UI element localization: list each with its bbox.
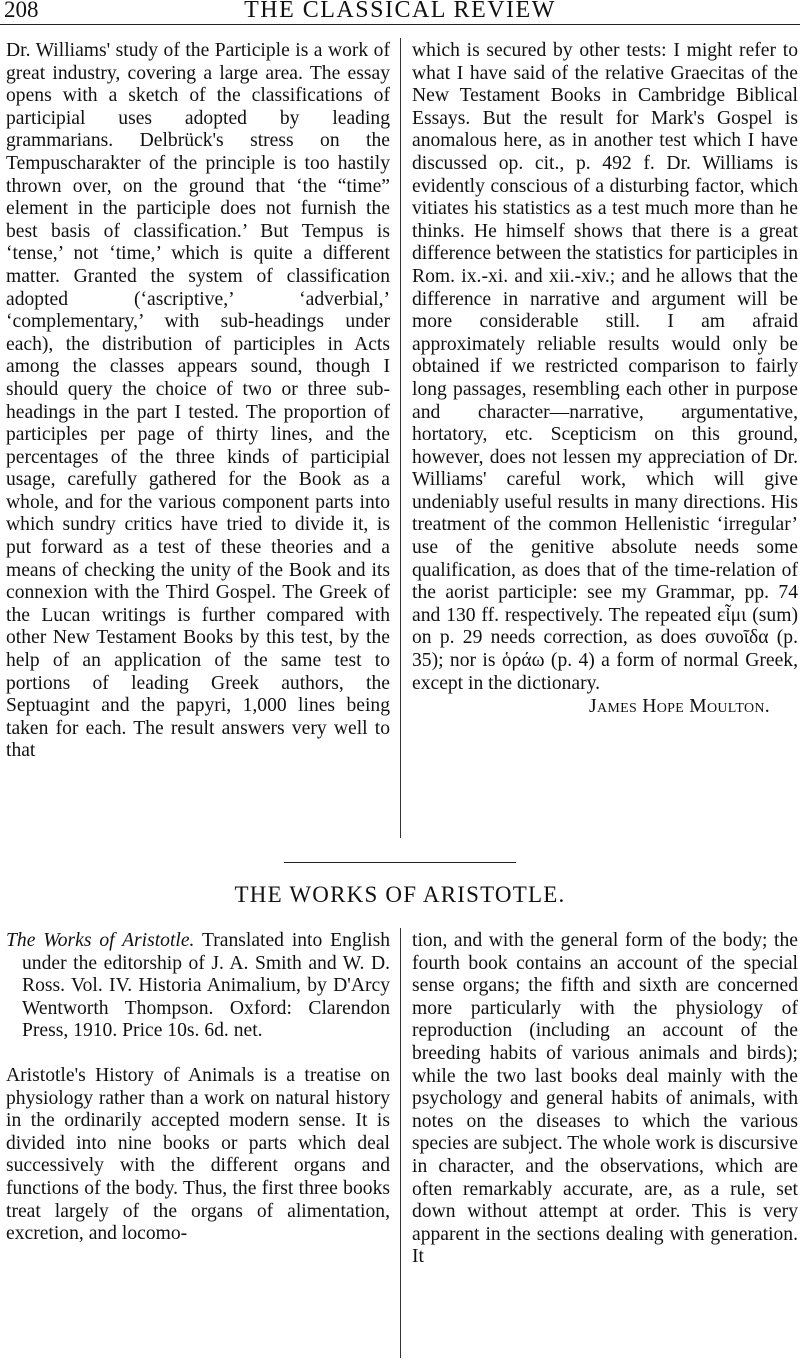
- section-title: THE WORKS OF ARISTOTLE.: [234, 882, 566, 907]
- aristotle-right-column: [412, 930, 798, 1269]
- aristotle-left-column: [6, 930, 390, 1246]
- section-separator-rule: [284, 862, 516, 863]
- review-right-column: [412, 40, 798, 719]
- review-right-text: which is secured by other tests: I might refer to what I have said of the relative Graecitas of the New Testament Books in Cambridge Biblical Essays. But the result for Mark's Gospel is anomalous here, as in another test which I have discussed op. cit., p. 492 f. Dr. Williams is evidently conscious of a disturbing factor, which vitiates his statistics as a test much more than he thinks. He himself shows that there is a great difference between the statistics for participles in Rom. ix.-xi. and xii.-xiv.; and he allows that the difference in narrative and argument will be more considerable still. I am afraid approximately reliable results would only be obtained if we restricted comparison to fairly long passages, resembling each other in purpose and character—narrative, argumentative, hortatory, etc. Scepticism on this ground, however, does not lessen my appreciation of Dr. Williams' careful work, which will give undeniably useful results in many directions. His treatment of the common Hellenistic ‘irregular’ use of the genitive absolute needs some qualification, as does that of the time-relation of the aorist participle: see my Grammar, pp. 74 and 130 ff. respectively. The repeated εἶμι (sum) on p. 29 needs correction, as does συνοῖδα (p. 35); nor is ὁράω (p. 4) a form of normal Greek, except in the dictionary.: [412, 40, 798, 694]
- page-number: 208: [4, 0, 39, 22]
- review-left-text: Dr. Williams' study of the Participle is a work of great industry, covering a large area. The essay opens with a sketch of the classifications of participial uses adopted by leading grammarians. Delbrück's stress on the Tempuscharakter of the principle is too hastily thrown over, on the ground that ‘the “time” element in the participle does not furnish the best basis of classification.’ But Tempus is ‘tense,’ not ‘time,’ which is quite a different matter. Granted the system of classification adopted (‘ascriptive,’ ‘adverbial,’ ‘complementary,’ with sub-headings under each), the distribution of participles in Acts among the classes appears sound, though I should query the choice of two or three sub-headings in the part I tested. The proportion of participles per page of thirty lines, and the percentages of the three kinds of participial usage, carefully gathered for the Book as a whole, and for the various component parts into which sundry critics have tried to divide it, is put forward as a test of these theories and a means of checking the unity of the Book and its connexion with the Third Gospel. The Greek of the Lucan writings is further compared with other New Testament Books by this test, by the help of an application of the same test to portions of leading Greek authors, the Septuagint and the papyri, 1,000 lines being taken for each. The result answers very well to that: [6, 40, 390, 762]
- running-title: THE CLASSICAL REVIEW: [244, 0, 556, 23]
- bibliographic-entry: [6, 930, 390, 1043]
- book-title: The Works of Aristotle.: [6, 930, 195, 951]
- header-rule: [0, 24, 800, 25]
- column-divider: [400, 928, 401, 1358]
- paragraph-gap: [6, 1043, 390, 1065]
- column-divider: [400, 38, 401, 838]
- page-header: [0, 0, 800, 26]
- reviewer-signature: James Hope Moulton.: [589, 696, 770, 718]
- bibliographic-details: Translated into English under the editorship of J. A. Smith and W. D. Ross. Vol. IV. Historia Animalium, by D'Arcy Wentworth Thompson. Oxford: Clarendon Press, 1910. Price 10s. 6d. net.: [22, 930, 391, 1042]
- aristotle-left-text: Aristotle's History of Animals is a treatise on physiology rather than a work on natural history in the ordinarily accepted modern sense. It is divided into nine books or parts which deal successively with the different organs and functions of the body. Thus, the first three books treat largely of the organs of alimentation, excretion, and locomo-: [6, 1064, 390, 1245]
- review-left-column: [6, 40, 390, 763]
- aristotle-right-text: tion, and with the general form of the body; the fourth book contains an account of the special sense organs; the fifth and sixth are concerned more particularly with the physiology of reproduction (including an account of the breeding habits of various animals and birds); while the two last books deal mainly with the psychology and general habits of animals, with notes on the diseases to which the various species are subject. The whole work is discursive in character, and the observations, which are often remarkably accurate, are, as a rule, set down without attempt at order. This is very apparent in the sections dealing with generation. It: [412, 930, 798, 1268]
